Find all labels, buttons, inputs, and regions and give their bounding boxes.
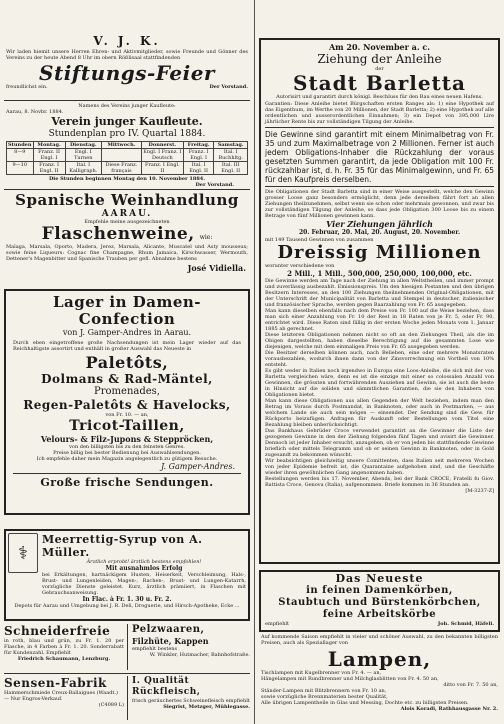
kaufleute-title: Verein junger Kaufleute. <box>51 115 203 128</box>
table-row <box>7 162 248 175</box>
vjk-text: Wir laden hiemit unsere Herren Ehren- und Aktivmitglieder, sowie Freunde und Gönner des Vereins zu der heute Abend 8 Uhr im obern Rößlisaal stattfindenden <box>6 49 248 61</box>
sensen-code: (C4089 L) <box>98 702 124 708</box>
lampen-title: Lampen, <box>327 647 432 671</box>
schedule-cell: Franz. I Engl. II <box>33 162 65 175</box>
schneider-ad <box>4 624 128 670</box>
vjk-invite: freundlichst ein. <box>6 84 48 90</box>
schedule-col-header: Montag. <box>33 142 65 149</box>
schedule-col-header: Samstag. <box>214 142 248 149</box>
kaufleute-note: Die Stunden beginnen Montag den 10. November 1884. <box>48 176 206 182</box>
confection-text2: von den billigsten bis zu den feinsten Genres. <box>69 444 185 450</box>
confection-text3: Preise billig bei bester Bedienung bei Auswahlsendungen. <box>53 450 201 456</box>
pelz-text: empfiehlt bestens <box>132 646 178 652</box>
wein-sub: Empfehle meine ausgezeichneten <box>84 219 170 225</box>
schedule-cell: Ital. I Buchhltg. <box>214 149 248 162</box>
syrup-text: bei Erkältungen, hartnäckigem Husten, Heiserkeit, Verschleimung, Hals-, Brust- und Lungenleiden, Magen-, Rachen-, Brust- und Lungen-Katarrh, vorzügliche Dienste geleistet. Kurz, ärztlich prämiiert, in Flaschen mit Gebrauchsanweisung. <box>42 572 246 596</box>
syrup-price: In Flac. à Fr. 1. 30 u. Fr. 2. <box>82 596 172 603</box>
schedule-cell: Ital. III Engl. II <box>214 162 248 175</box>
schedule-cell: 9—10 <box>7 162 34 175</box>
ruck-ad <box>128 676 250 720</box>
schedule-col-header: Mittwoch. <box>101 142 141 149</box>
neueste-signature: Joh. Schmid, Häfeli. <box>437 621 494 627</box>
wein-city: AARAU. <box>101 209 153 219</box>
schedule-cell <box>101 149 141 162</box>
confection-item1: Paletôts, <box>85 353 169 372</box>
syrup-ad <box>0 527 254 621</box>
schedule-cell: Engl. I Turnen <box>65 149 101 162</box>
schedule-table <box>6 141 248 175</box>
lottery-date: Am 20. November a. c. <box>328 42 431 52</box>
neueste-line2: Staubtuch und Bürstenkörbchen, <box>278 597 481 608</box>
neueste-ad <box>255 568 504 632</box>
schedule-cell: 8—9 <box>7 149 34 162</box>
confection-title: Lager in Damen-Confection <box>52 293 202 328</box>
schedule-cell: Diese Franz. français <box>101 162 141 175</box>
schedule-col-header: Freitag. <box>183 142 214 149</box>
lampen-intro-text: Auf kommende Saison empfiehlt in vieler und schöner Auswahl, zu den bekannten billigsten Preisen, auch als Speziallager von <box>261 634 498 646</box>
confection-text: Durch eben eingetroffene große Nachsendungen ist mein Lager wieder auf das Reichhaltigste assortirt und enthält in großer Auswahl das Neueste in <box>13 340 241 352</box>
lottery-amounts: 2 Mill., 1 Mill., 500,000, 250,000, 100,000, etc. <box>287 269 472 278</box>
wein-text: Malaga, Marsala, Oporto, Madera, Jerez, Marsala, Alicante, Muscatel und Asty mousseux; sowie feine Liqueurs: Cognac fine Champagne, Rhum Jamaica, Kirschwasser, Wermouth, Dettener's Magenbitter und Spanische Trauben per gefl. Abnahme bestens <box>6 244 248 262</box>
vjk-title: V. J. K. <box>93 34 161 48</box>
pelz-signature: W. Winkler, Hutmacher, Bahnhofstraße. <box>149 652 250 658</box>
confection-item4: Regen-Paletôts & Havelocks, <box>23 398 231 412</box>
lampen-ad <box>255 648 504 722</box>
schedule-col-header: Dienstag. <box>65 142 101 149</box>
syrup-emblem-icon: ⚕ <box>8 533 38 573</box>
confection-footer: Große frische Sendungen. <box>40 476 214 489</box>
lottery-text4: Die Besitzer derselben können auch, nach Belieben, eine oder mehrere Monatsraten vorausbezahlen, wodurch ihnen dann von der Zinsvorrechnung ein Vortheil von 10% entsteht. <box>265 350 494 368</box>
sensen-text: Hammerschmiede Creux-Ballaigues (Waadt.) — Nur Engros-Verkauf. <box>4 690 118 702</box>
neueste-line3: feine Arbeitskörbe <box>322 609 437 620</box>
lottery-mit: mit 149 Tausend Gewinnen von zusammen <box>265 237 374 243</box>
confection-by: von J. Gamper-Andres in Aarau. <box>62 328 192 337</box>
kaufleute-closing: Der Vorstand. <box>195 182 234 188</box>
lottery-text1: Die Gewinne werden am Tage nach der Ziehung in allen Weltstheilen, und immer prompt und zuverlässig ausbezahlt. Emissionspreis. Um den hiesigen Postanten und den übrigen Besitzern Interesses, an den 100 Ziehungen theilnehmenden Original-Obligationen, mit der Unterschrift der Municipalität von Barletta und Stempel in deutscher, italienischer und französischer Sprache, werden gegen Baarzahlung von Fr. 65 ausgegeben. <box>265 278 494 308</box>
vjk-closing: Der Vorstand. <box>209 84 248 90</box>
lottery-text3: Diese letzteren Obligationen nehmen nicht so oft an den Ziehungen Theil, als die im Obigen dargestellten, haben dieselbe Berechtigung auf die gesammten Lose wie diejenigen, welche mit dem einmaligen Preis von Fr. 65 ausgegeben werden. <box>265 332 494 350</box>
lottery-text5: Es gibt weder in Italien noch irgendwo in Europa eine Loos-Anleihe, die sich mit der von Barletta vergleichen wäre, denn es ist die einzige mit einer so colossalen Anzahl von Gewinnen, die grössten und fortwährenden Ausziehen auf Gewinn, sie ist auch die beste in Hinsicht auf die soliden und sämmtlichen Garantien, die sie den Inhabern von Obligationen bietet. <box>265 368 494 398</box>
syrup-sub: Ärztlich erprobt! ärztlich bestens empfohlen! <box>86 559 202 565</box>
confection-item2: Dolmans & Rad-Mäntel, <box>41 372 213 386</box>
lottery-millions: Dreissig Millionen <box>277 242 482 263</box>
syrup-title: Meerrettig-Syrup von A. Müller. <box>42 533 203 559</box>
lottery-dates: 20. Februar, 20. Mai, 20. August, 20. November. <box>298 229 461 236</box>
lottery-vier: Vier Ziehungen jährlich <box>326 219 433 229</box>
lottery-text6: Man kann diese Obligationen aus allen Gegenden der Welt beziehen, indem man den Betrag im Voraus durch Postmandat, in Banknoten, oder auch in Postmarken, — aus welchem Lande sie auch sein mögen — einsendet. Der Sendung sind die Gew. für Rückporto beizufügen. Anfragen für Auskunft oder Bestellungen vom Titel eine Bezahlung bleiben unberücksichtigt. <box>265 398 494 428</box>
lampen-intro <box>255 634 504 646</box>
neueste-title: Das Neueste <box>335 572 424 585</box>
lottery-sub: Autorisirt und garantirt durch königl. Beschluss für den Bau eines neuen Hafens. <box>276 94 483 100</box>
schedule-cell: Ital. I Engl. II <box>183 162 214 175</box>
lottery-garantie: Garantien: Diese Anleihe bietet Bürgschaften ersten Ranges als: 1) eine Hypothek auf das Eigenthum, im Werthe von 20 Millionen, der Stadt Barletta; 2) eine Hypothek auf alle ordentlichen und ausserordentlichen Einnahmen; 3) ein Depot von 395,000 Lire jährlicher Rente bis zur vollständigen Tilgung der Anleihe. <box>265 101 494 125</box>
lampen-text4: Ständer-Lampen mit Blitzbrennern von Fr. 10 an, <box>261 688 387 694</box>
kaufleute-subtitle: Stundenplan pro IV. Quartal 1884. <box>48 129 206 139</box>
lottery-text2: Man kann dieselben ebenfalls nach dem Preise von Fr. 100 auf die Weise beziehen, dass man sich einer Anzahlung von Fr. 10 der Rest in 18 Raten von je Fr. 5, oder Fr. 90, entrichtet wird. Diese Raten sind fällig in der ersten Woche jeden Monats vom 1. Januar 1885 ab gerechnet. <box>265 308 494 332</box>
syrup-depot: Depots für Aarau und Umgebung bei J. R. Deli, Droguerie, und Hirsch-Apotheke, Ecke ... <box>14 603 240 609</box>
schedule-cell: Ital. I Kalligraph. <box>65 162 101 175</box>
schneider-text: in roth, blau und grün, zu Fr. 1. 20 per Flasche, in 4 Farben à Fr. 1. 20. Sonderrabatt für Kundenzahl. Empfiehlt <box>4 638 124 656</box>
right-column <box>255 0 504 724</box>
schedule-cell: Franz. II Engl. I <box>33 149 65 162</box>
lottery-order: Bestellungen werden bis 17. November, Abends, bei der Bank CROCE, Fratelli fu Giov. Battista Croce, Genova (Italia), aufgenommen. Briefe kommen in 36 Stunden an. <box>265 476 494 488</box>
confection-item3: Promenades, <box>94 386 160 397</box>
neueste-line1: in feinen Damenkörben, <box>306 585 453 596</box>
lottery-code: [M-3237-Z] <box>465 488 494 494</box>
confection-price: von Fr. 10. — an, <box>105 412 149 418</box>
ruck-text: frisch geräuchertes Schweinefleisch empfiehlt <box>132 698 250 704</box>
lampen-text3: ditto von Fr. 7. 50 an, <box>443 682 498 688</box>
schedule-cell: Engl. I Franz. I Deutsch <box>143 149 182 161</box>
confection-item5: Tricot-Taillen, <box>69 418 185 434</box>
schedule-cell: Franz. I Engl. I <box>183 149 214 162</box>
lampen-text6: Alle übrigen Lampentheile in Glas und Messing, Dochte etc. zu billigsten Preisen. <box>261 700 469 706</box>
pelz-ad <box>128 624 250 670</box>
schneider-pelz-row <box>0 624 254 672</box>
lottery-line: Ziehung der Anleihe <box>317 52 442 66</box>
wein-signature: José Vidiella. <box>187 263 246 273</box>
schneider-signature: Friedrich Schaumann, Lenzburg. <box>17 656 111 662</box>
lampen-text2: Hängelampen mit Rundbrenner und Milchglasblitten von Fr. 4. 50 an, <box>261 676 439 682</box>
lottery-text7: Das Bankhaus Gebrüder Croce verwendet garantirt an die Gewinner die Liste der gezogenen Gewinne in den der Ziehung folgenden fünf Tagen und avisirt die Gewinner. Dennoch ist jeder Inhaber ersucht, anzugeben, ob er von jeden bis stattfindende Gewinne brieflich oder mittels Telegramm und ob er seinen Gewinn in Banknoten, oder in Gold zugesandt zu bekommen wünscht. <box>265 428 494 458</box>
confection-text4: Ich empfehle daher mein Magazin angelegentlich zu gütigem Besuche. <box>36 456 218 462</box>
wein-ad <box>0 187 254 273</box>
wein-flaschen: Flaschenweine, <box>41 224 195 244</box>
lottery-city: Stadt Barletta <box>293 71 466 95</box>
pelz-sub: Filzhüte, Kappen <box>132 636 209 646</box>
lottery-gewinne: Die Gewinne sind garantirt mit einem Minimalbetrag von Fr. 35 und zum Maximalbetrage von 2 Millionen. Ferner ist auch jedem Obligations-Inhaber die Rückzahlung der voraus gesetzten Summen garantirt, da jede Obligation mit 100 Fr. rückzahlbar ist, d. h. Fr. 35 für das Minimalgewinn, und Fr. 65 für den Kaufpreis derselben. <box>265 130 494 184</box>
vjk-ad <box>0 34 254 90</box>
table-row <box>7 149 248 162</box>
sensen-title: Sensen-Fabrik <box>4 676 107 690</box>
lampen-text1: Tischlampen mit Kugelbrenner von Fr. 4. — an, <box>261 670 382 676</box>
lottery-text8: Wir beabsichtigen gleichzeitig unsere Comittenten, dass Italien seit mehreren Wochen von jeder Epidemie befreit ist, die Quarantaine aufgehoben sind, und die Geschäfte wieder ihren gewöhnlichen Gang angenommen haben. <box>265 458 494 476</box>
schneider-title: Schneiderfreie <box>4 624 111 638</box>
kaufleute-ad <box>0 98 254 188</box>
syrup-lead: Mit ausnahmlos Erfolg <box>105 565 183 572</box>
kaufleute-date: Aarau, 8. Novbr. 1884. <box>6 109 64 115</box>
schedule-col-header: Donnerst. <box>141 142 183 149</box>
lottery-of: der <box>375 66 384 72</box>
wein-title: Spanische Weinhandlung <box>15 191 239 209</box>
kaufleute-header: Namens des Vereins junger Kaufleute: <box>78 103 176 109</box>
schedule-cell: Franz. I Engl. II <box>141 162 183 175</box>
sensen-ad <box>4 676 128 720</box>
sensen-ruck-row <box>0 673 254 721</box>
confection-item6: Velours- & Filz-Jupons & Steppröcken, <box>40 434 214 444</box>
confection-signature: J. Gamper-Andres. <box>160 462 235 471</box>
lampen-text5: sowie vorzügliche Brennmaterien bester Qualität, <box>261 694 388 700</box>
lottery-obligationen: Die Obligationen der Stadt Barletta sind in einer Weise ausgestellt, welche den Gewinn grosser Loose ganz besonders ermöglicht, denn jede derselben fährt fort an allen Ziehungen theilzunehmen, selbst wenn sie schon oder mehrmals gewonnen, und zwar bis zur vollständigen Tilgung der Anleihe, so dass jede Obligation 300 Loose bis zu einem Betrage von fünf Millionen gewinnen kann. <box>265 189 494 219</box>
neueste-text: empfiehlt <box>265 621 290 627</box>
lottery-worunter: worunter verschiedene von <box>265 263 335 269</box>
lampen-signature: Alois Koradi, Rathhausgasse Nr. 2. <box>400 706 498 712</box>
ruck-title: I. Qualität Rückfleisch, <box>132 676 201 697</box>
lottery-ad <box>255 36 504 564</box>
ruck-signature: Siegrist, Metzger, Mühlegasse. <box>163 704 250 710</box>
confection-ad <box>0 287 254 517</box>
schedule-col-header: Stunden <box>8 142 32 148</box>
wein-wie: wie: <box>199 234 213 241</box>
pelz-title: Pelzwaaren, <box>132 624 205 635</box>
vjk-heading: Stiftungs-Feier <box>39 61 215 85</box>
